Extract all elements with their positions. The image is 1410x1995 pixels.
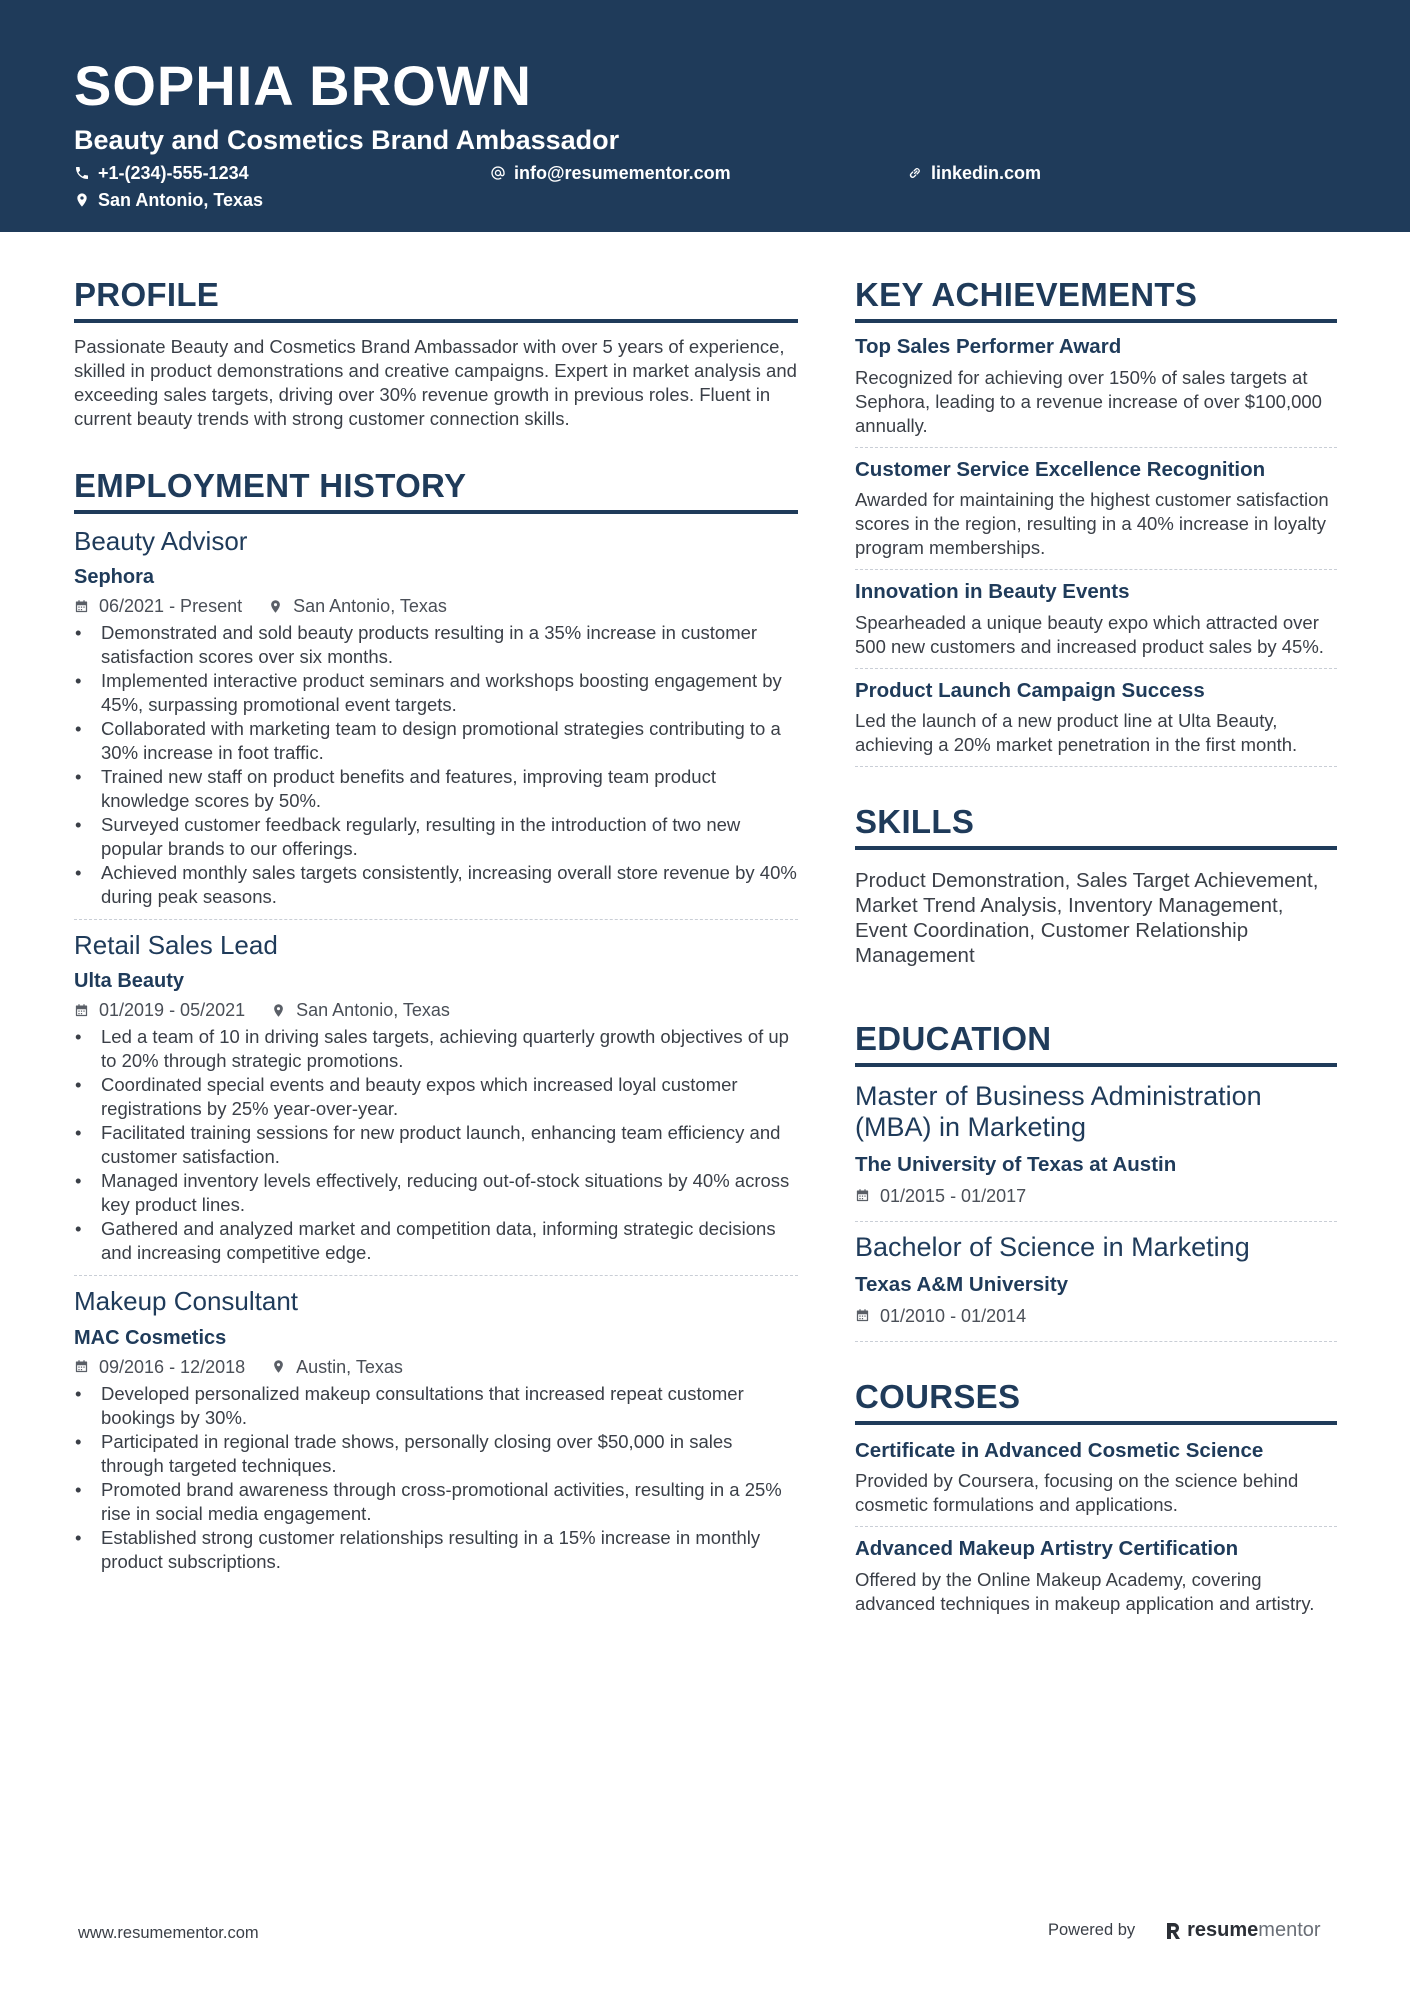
achievement-text: Recognized for achieving over 150% of sales targets at Sephora, leading to a revenue increase of over $100,000 annually.: [855, 366, 1322, 436]
education-dates: 01/2015 - 01/2017: [880, 1185, 1027, 1206]
phone-icon: [74, 165, 90, 181]
achievements-heading: KEY ACHIEVEMENTS: [855, 278, 1337, 323]
achievement-title: Product Launch Campaign Success: [855, 678, 1205, 702]
resumementor-logo[interactable]: [1165, 1919, 1320, 1942]
job-bullet: • Led a team of 10 in driving sales targets, achieving quarterly growth objectives of up to 20% through strategic promotions.: [74, 1025, 798, 1073]
job-bullet: • Facilitated training sessions for new product launch, enhancing team efficiency and customer satisfaction.: [74, 1121, 798, 1169]
link-icon: [907, 165, 923, 181]
powered-by-label: Powered by: [1048, 1921, 1136, 1939]
linkedin-text: linkedin.com: [931, 163, 1042, 183]
education-school: Texas A&M University: [855, 1272, 1069, 1296]
employment-heading: EMPLOYMENT HISTORY: [74, 469, 798, 514]
achievement-text: Led the launch of a new product line at Ulta Beauty, achieving a 20% market penetration in the first month.: [855, 710, 1298, 756]
education-dates: 01/2010 - 01/2014: [880, 1305, 1027, 1326]
contact-linkedin[interactable]: [907, 164, 1041, 182]
education-degree: Master of Business Administration (MBA) in Marketing: [855, 1081, 1262, 1143]
brand-light: mentor: [1258, 1919, 1321, 1941]
course-title: Certificate in Advanced Cosmetic Science: [855, 1438, 1264, 1462]
achievement-title: Top Sales Performer Award: [855, 335, 1122, 358]
job-bullet: • Demonstrated and sold beauty products resulting in a 35% increase in customer satisfaction scores over six months.: [74, 621, 798, 669]
job-bullets: [74, 1025, 798, 1265]
job-entry: [74, 930, 798, 1276]
education-school: The University of Texas at Austin: [855, 1153, 1177, 1177]
achievement-item: [855, 580, 1337, 669]
phone-text: +1-(234)-555-1234: [98, 163, 249, 183]
course-text: Offered by the Online Makeup Academy, covering advanced techniques in makeup application and artistry.: [855, 1568, 1315, 1614]
contact-email[interactable]: [490, 164, 731, 182]
candidate-name: SOPHIA BROWN: [74, 54, 532, 117]
calendar-icon: [74, 599, 89, 614]
location-pin-icon: [74, 192, 90, 208]
course-item: [855, 1439, 1337, 1528]
education-meta: [855, 1307, 1337, 1325]
job-bullet: • Established strong customer relationships resulting in a 15% increase in monthly product subscriptions.: [74, 1526, 798, 1574]
job-bullet: • Managed inventory levels effectively, reducing out-of-stock situations by 40% across key product lines.: [74, 1169, 798, 1217]
job-company: MAC Cosmetics: [74, 1326, 227, 1349]
education-degree: Bachelor of Science in Marketing: [855, 1231, 1250, 1262]
footer-branding: [1048, 1919, 1321, 1942]
job-location: Austin, Texas: [296, 1356, 403, 1377]
job-bullet: • Trained new staff on product benefits and features, improving team product knowledge scores by 50%.: [74, 765, 798, 813]
location-pin-icon: [271, 1003, 286, 1018]
left-column: [74, 278, 798, 1594]
employment-list: [74, 526, 798, 1584]
skills-text: Product Demonstration, Sales Target Achievement, Market Trend Analysis, Inventory Management, Event Coordination, Customer Relationship Management: [855, 869, 1319, 968]
job-dates: 06/2021 - Present: [99, 596, 243, 617]
job-location: San Antonio, Texas: [296, 1000, 450, 1021]
resume-header: [0, 0, 1410, 232]
education-item: [855, 1232, 1337, 1342]
job-bullet: • Participated in regional trade shows, personally closing over $50,000 in sales through targeted techniques.: [74, 1430, 798, 1478]
skills-heading: SKILLS: [855, 805, 1337, 850]
job-location: San Antonio, Texas: [293, 596, 447, 617]
right-column: [855, 278, 1337, 1625]
job-location-wrap: [268, 597, 447, 615]
job-bullet: • Achieved monthly sales targets consistently, increasing overall store revenue by 40% during peak seasons.: [74, 861, 798, 909]
profile-text: Passionate Beauty and Cosmetics Brand Ambassador with over 5 years of experience, skilled in product demonstrations and creative campaigns. Expert in market analysis and exceeding sales targets, driving over 30% revenue growth in previous roles. Fluent in current beauty trends with strong customer connection skills.: [74, 336, 797, 429]
contact-phone[interactable]: [74, 164, 249, 182]
contact-location: [74, 191, 263, 209]
email-text: info@resumementor.com: [514, 163, 731, 183]
location-pin-icon: [268, 599, 283, 614]
job-bullet: • Surveyed customer feedback regularly, resulting in the introduction of two new popular brands to our offerings.: [74, 813, 798, 861]
job-company: Sephora: [74, 566, 155, 589]
job-bullet: • Implemented interactive product seminars and workshops boosting engagement by 45%, surpassing promotional event targets.: [74, 669, 798, 717]
job-bullets: [74, 621, 798, 909]
job-meta: [74, 597, 798, 615]
location-text: San Antonio, Texas: [98, 190, 264, 210]
job-entry: [74, 526, 798, 920]
job-meta: [74, 1358, 798, 1376]
job-location-wrap: [271, 1001, 450, 1019]
achievement-item: [855, 335, 1337, 448]
footer-website[interactable]: www.resumementor.com: [78, 1924, 259, 1942]
job-dates: 01/2019 - 05/2021: [99, 1000, 246, 1021]
calendar-icon: [855, 1188, 870, 1203]
at-sign-icon: [490, 165, 506, 181]
course-item: [855, 1537, 1337, 1625]
achievement-title: Customer Service Excellence Recognition: [855, 457, 1266, 481]
job-bullet: • Coordinated special events and beauty expos which increased loyal customer registrations by 25% year-over-year.: [74, 1073, 798, 1121]
calendar-icon: [74, 1003, 89, 1018]
job-bullet: • Promoted brand awareness through cross-promotional activities, resulting in a 25% rise in social media engagement.: [74, 1478, 798, 1526]
job-company: Ulta Beauty: [74, 970, 185, 993]
candidate-title: Beauty and Cosmetics Brand Ambassador: [74, 125, 620, 155]
education-item: [855, 1081, 1337, 1222]
job-title: Makeup Consultant: [74, 1286, 299, 1317]
calendar-icon: [855, 1308, 870, 1323]
resumementor-logo-icon: [1165, 1921, 1181, 1941]
achievement-item: [855, 458, 1337, 571]
education-heading: EDUCATION: [855, 1022, 1337, 1067]
profile-heading: PROFILE: [74, 278, 798, 323]
course-text: Provided by Coursera, focusing on the science behind cosmetic formulations and applications.: [855, 1470, 1299, 1516]
course-title: Advanced Makeup Artistry Certification: [855, 1537, 1239, 1561]
job-entry: [74, 1286, 798, 1583]
education-meta: [855, 1187, 1337, 1205]
job-title: Retail Sales Lead: [74, 930, 278, 961]
job-bullet: • Gathered and analyzed market and competition data, informing strategic decisions and increasing competitive edge.: [74, 1217, 798, 1265]
job-bullet: • Developed personalized makeup consultations that increased repeat customer bookings by 30%.: [74, 1382, 798, 1430]
achievement-item: [855, 679, 1337, 768]
job-bullet: • Collaborated with marketing team to design promotional strategies contributing to a 30% increase in foot traffic.: [74, 717, 798, 765]
location-pin-icon: [271, 1359, 286, 1374]
job-bullets: [74, 1382, 798, 1574]
courses-heading: COURSES: [855, 1380, 1337, 1425]
brand-bold: resume: [1187, 1919, 1259, 1941]
achievement-text: Spearheaded a unique beauty expo which attracted over 500 new customers and increased product sales by 45%.: [855, 611, 1324, 657]
job-location-wrap: [271, 1358, 403, 1376]
calendar-icon: [74, 1359, 89, 1374]
job-title: Beauty Advisor: [74, 526, 248, 556]
job-meta: [74, 1001, 798, 1019]
achievement-text: Awarded for maintaining the highest customer satisfaction scores in the region, resulting in a 40% increase in loyalty program memberships.: [855, 489, 1329, 559]
achievement-title: Innovation in Beauty Events: [855, 580, 1130, 604]
job-dates: 09/2016 - 12/2018: [99, 1356, 246, 1377]
